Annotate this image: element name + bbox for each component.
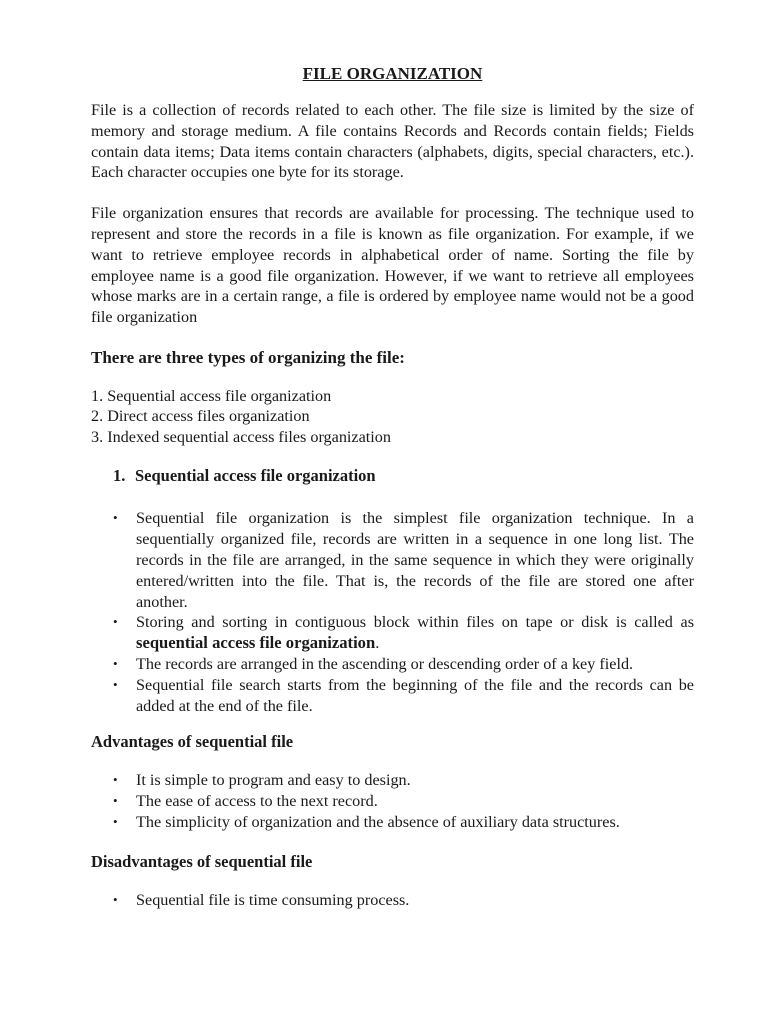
advantages-heading: Advantages of sequential file — [91, 732, 294, 752]
list-item — [91, 770, 694, 791]
list-item — [91, 654, 694, 675]
list-item — [91, 612, 694, 654]
bullet-text: Sequential file is time consuming process. — [136, 890, 410, 909]
bullet-text: Sequential file organization is the simplest file organization technique. In a sequentially organized file, records are written in a sequence in one long list. The records in the file are arranged, in the same sequence in which they were originally entered/written into the file. That is, the records of the file are stored one after another. — [136, 509, 694, 611]
bullet-icon: • — [113, 510, 118, 526]
list-item — [91, 890, 694, 911]
bullet-icon: • — [113, 772, 118, 788]
types-list — [91, 386, 694, 448]
bullet-icon: • — [113, 656, 118, 672]
advantages-list — [91, 770, 694, 832]
bold-term-suffix: . — [375, 634, 380, 653]
document-page — [91, 62, 694, 911]
list-item — [91, 812, 694, 833]
bullet-text: Storing and sorting in contiguous block within files on tape or disk is called as — [136, 613, 694, 632]
section1-bullets — [91, 508, 694, 716]
section1-title: Sequential access file organization — [135, 466, 376, 486]
disadvantages-heading: Disadvantages of sequential file — [91, 851, 313, 871]
types-heading: There are three types of organizing the file: — [91, 347, 405, 367]
bullet-text: It is simple to program and easy to design. — [136, 771, 411, 790]
bullet-text: The simplicity of organization and the absence of auxiliary data structures. — [136, 813, 620, 832]
section1-number: 1. — [113, 466, 126, 486]
intro-paragraph: File is a collection of records related to each other. The file size is limited by the size of memory and storage medium. A file contains Records and Records contain fields; Fields contain data items; Data items contain characters (alphabets, digits, special characters, etc.). Each character occupies one byte for its storage. — [91, 101, 694, 182]
bullet-icon: • — [113, 676, 118, 692]
bullet-icon: • — [113, 814, 118, 830]
section1-heading — [113, 465, 694, 487]
bullet-icon: • — [113, 793, 118, 809]
list-item: 2. Direct access files organization — [91, 407, 310, 426]
bullet-text: The records are arranged in the ascending or descending order of a key field. — [136, 655, 634, 674]
list-item — [91, 675, 694, 717]
list-item: 3. Indexed sequential access files organization — [91, 427, 391, 446]
bold-term: sequential access file organization — [136, 633, 376, 653]
list-item — [91, 791, 694, 812]
list-item: 1. Sequential access file organization — [91, 386, 332, 405]
second-paragraph: File organization ensures that records are available for processing. The technique used to represent and store the records in a file is known as file organization. For example, if we want to retrieve employee records in alphabetical order of name. Sorting the file by employee name is a good file organization. However, if we want to retrieve all employees whose marks are in a certain range, a file is ordered by employee name would not be a good file organization — [91, 204, 694, 327]
bullet-icon: • — [113, 614, 118, 630]
list-item — [91, 508, 694, 612]
bullet-text: The ease of access to the next record. — [136, 792, 378, 811]
bullet-text: Sequential file search starts from the beginning of the file and the records can be added at the end of the file. — [136, 675, 694, 715]
disadvantages-list — [91, 890, 694, 911]
bullet-icon: • — [113, 891, 118, 907]
document-title: FILE ORGANIZATION — [302, 64, 483, 83]
